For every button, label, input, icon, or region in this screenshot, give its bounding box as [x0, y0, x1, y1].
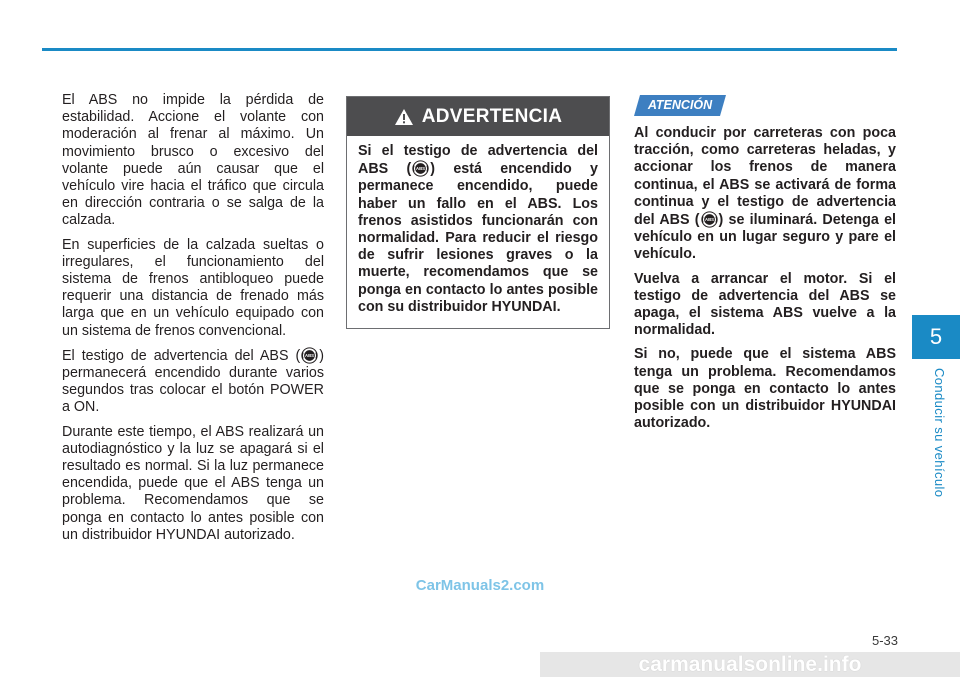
abs-warning-icon — [701, 211, 718, 228]
chapter-title: Conducir su vehículo — [932, 368, 947, 498]
paragraph-caution-2: Vuelva a arrancar el motor. Si el testigo de advertencia del ABS se apaga, el sistema ABS vuelve a la normalidad. — [634, 270, 896, 339]
left-column — [62, 92, 324, 551]
warning-header — [347, 97, 609, 136]
abs-warning-icon — [301, 347, 318, 364]
paragraph-self-diagnosis: Durante este tiempo, el ABS realizará un autodiagnóstico y la luz se apagará si el resultado es normal. Si la luz permanece encendida, puede que el ABS tenga un problema. Recomendamos que se ponga en contacto lo antes posible con un distribuidor HYUNDAI autorizado. — [62, 423, 324, 543]
watermark-carmanualsonline[interactable]: carmanualsonline.info — [540, 652, 960, 677]
text-segment: ) se iluminará. Detenga el vehículo en un lugar seguro y pare el vehículo. — [634, 212, 896, 263]
text-segment: Si el testigo de advertencia del ABS ( — [358, 143, 598, 178]
abs-icon-label: ABS — [305, 353, 315, 359]
abs-icon-label: ABS — [704, 217, 714, 223]
paragraph-loose-surfaces: En superficies de la calzada sueltas o irregulares, el funcionamiento del sistema de frenos antibloqueo puede requerir una distancia de frenado más larga que en un vehículo equipado con un sistema de frenos convencional. — [62, 236, 324, 339]
top-rule — [42, 48, 897, 51]
warning-text — [347, 136, 609, 316]
warning-box — [346, 96, 610, 329]
caution-tag — [634, 95, 726, 116]
paragraph-abs-light — [62, 347, 324, 417]
abs-icon-label: ABS — [416, 166, 426, 172]
paragraph-caution-3: Si no, puede que el sistema ABS tenga un problema. Recomendamos que se ponga en contacto lo antes posible con un distribuidor HYUNDAI autorizado. — [634, 346, 896, 432]
caution-text — [634, 125, 896, 439]
warning-triangle-icon — [394, 108, 414, 126]
text-segment: ) permanecerá encendido durante varios segundos tras colocar el botón POWER a ON. — [62, 347, 324, 416]
warning-title: ADVERTENCIA — [421, 105, 563, 127]
chapter-number-tab: 5 — [912, 315, 960, 359]
watermark-carmanuals[interactable]: CarManuals2.com — [415, 577, 545, 594]
page-number: 5-33 — [871, 633, 898, 648]
paragraph-caution-1 — [634, 125, 896, 264]
caution-title: ATENCIÓN — [647, 98, 713, 112]
paragraph-abs-stability: El ABS no impide la pérdida de estabilidad. Accione el volante con moderación al frenar al máximo. Un movimiento brusco o excesivo del volante puede aún causar que el vehículo vire hacia el tráfico que circula en dirección contraria o se salga de la calzada. — [62, 92, 324, 229]
text-segment: El testigo de advertencia del ABS ( — [62, 347, 301, 364]
text-segment: ) está encendido y permanece encendido, puede haber un fallo en el ABS. Los frenos asistidos funcionarán con normalidad. Para reducir el riesgo de sufrir lesiones graves o la muerte, recomendamos que se ponga en contacto lo antes posible con su distribuidor HYUNDAI. — [358, 161, 598, 315]
text-segment: Al conducir por carreteras con poca tracción, como carreteras heladas, y accionar los frenos de manera continua, el ABS se activará de forma continua y el testigo de advertencia del ABS ( — [634, 125, 896, 229]
abs-warning-icon — [412, 160, 429, 177]
